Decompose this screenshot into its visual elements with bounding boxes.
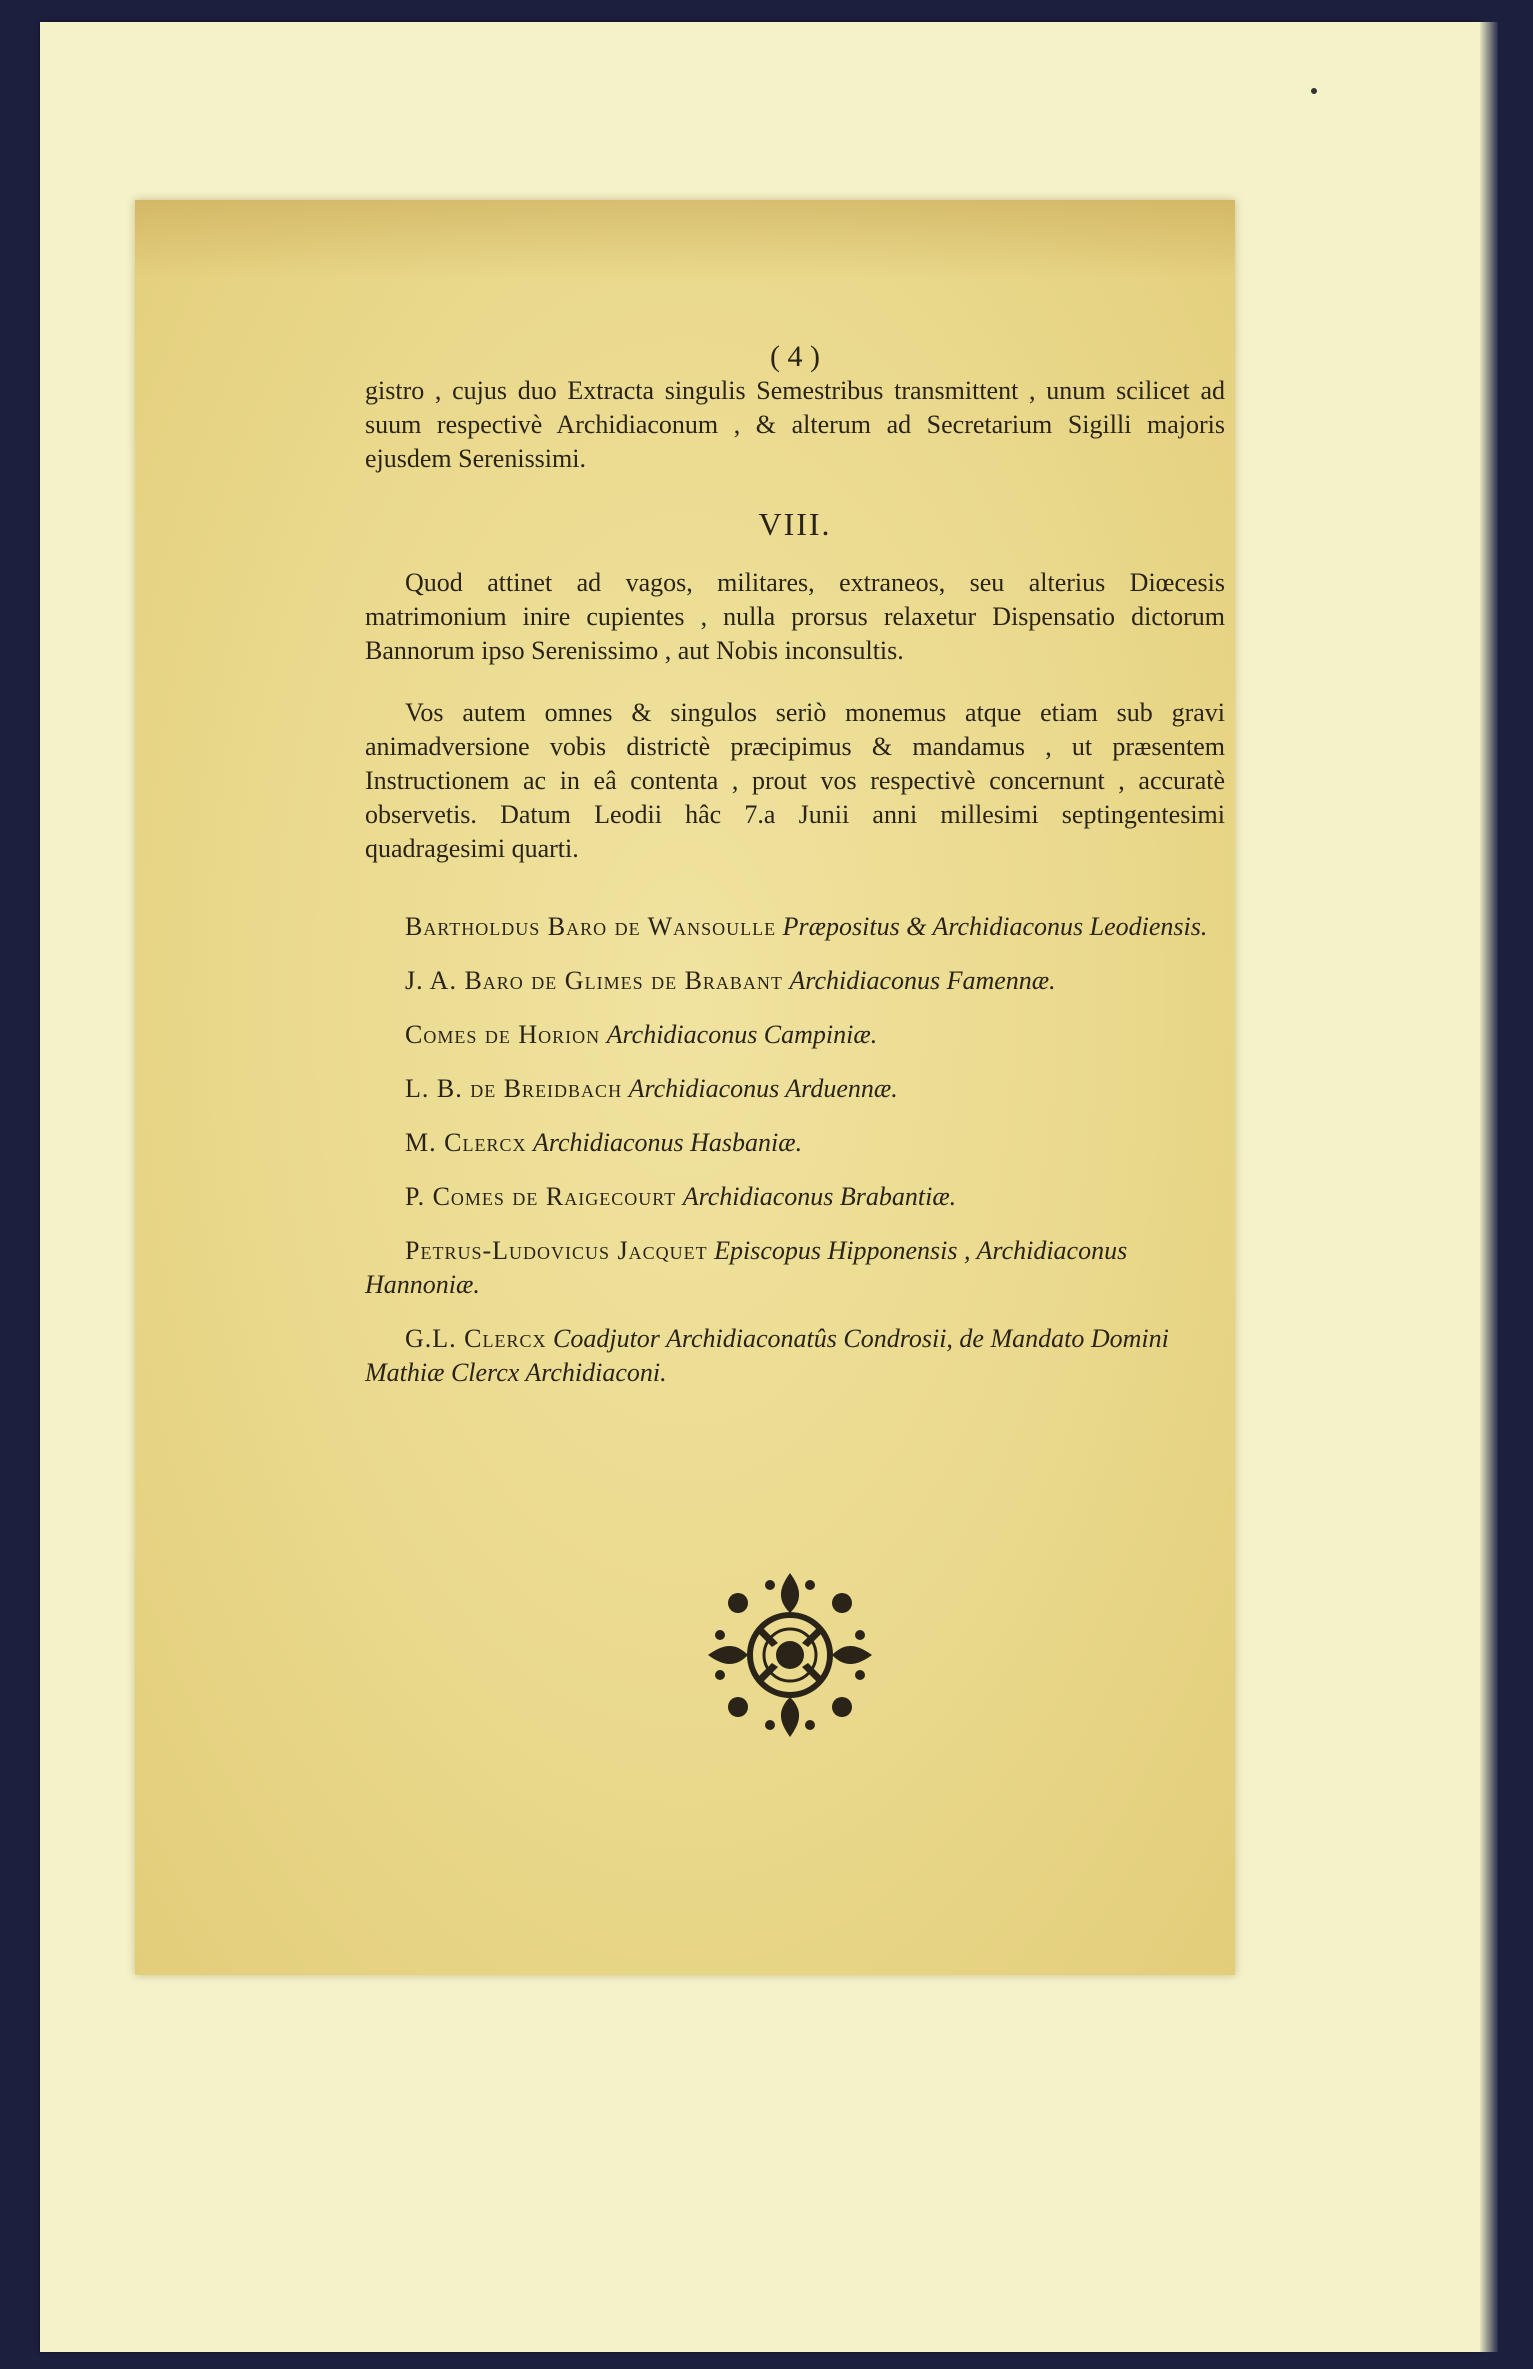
document-text [365,340,1225,1410]
signatory-name: Bartholdus Baro de Wansoulle [405,912,777,941]
signatory [365,1322,1225,1390]
page-number: ( 4 ) [770,340,820,373]
paragraph-viii: Quod attinet ad vagos, militares, extraneos, seu alterius Diœcesis matrimonium inire cupientes , nulla prorsus relaxetur Dispensatio dictorum Bannorum ipso Serenissimo , aut Nobis inconsultis. [365,568,1225,665]
signatory-name: M. Clercx [405,1128,527,1157]
signatory [365,964,1225,998]
signatory-title: Episcopus Hipponensis , Archidiaconus Hannoniæ. [365,1236,1128,1299]
signatory-name: Petrus-Ludovicus Jacquet [405,1236,708,1265]
signatory-name: Comes de Horion [405,1020,601,1049]
signatory [365,1180,1225,1214]
signatory-name: J. A. Baro de Glimes de Brabant [405,966,783,995]
signatory-name: G.L. Clercx [405,1324,547,1353]
signatory-title: Archidiaconus Brabantiæ. [682,1182,957,1211]
signatory [365,1018,1225,1052]
signatory-title: Archidiaconus Famennæ. [789,966,1056,995]
signatory-title: Coadjutor Archidiaconatûs Condrosii, de Mandato Domini Mathiæ Clercx Archidiaconi. [365,1324,1169,1387]
paragraph-continued: gistro , cujus duo Extracta singulis Semestribus transmittent , unum scilicet ad suum respectivè Archidiaconum , & alterum ad Secretarium Sigilli majoris ejusdem Serenissimi. [365,376,1225,473]
floral-cross-ornament-icon [700,1565,880,1745]
signatory [365,1234,1225,1302]
signatory-title: Archidiaconus Hasbaniæ. [532,1128,803,1157]
signatory-title: Præpositus & Archidiaconus Leodiensis. [782,912,1208,941]
signatory [365,1126,1225,1160]
signatory-name: P. Comes de Raigecourt [405,1182,677,1211]
mark-dot [1311,88,1317,94]
section-heading: VIII. [758,506,832,542]
signatory-name: L. B. de Breidbach [405,1074,623,1103]
signatory-title: Archidiaconus Arduennæ. [628,1074,898,1103]
signatory-title: Archidiaconus Campiniæ. [606,1020,878,1049]
signatories-list [365,910,1225,1390]
paragraph-closing: Vos autem omnes & singulos seriò monemus atque etiam sub gravi animadversione vobis districtè præcipimus & mandamus , ut præsentem Instructionem ac in eâ contenta , prout vos respectivè concernunt , accuratè observetis. Datum Leodii hâc 7.a Junii anni millesimi septingentesimi quadragesimi quarti. [365,698,1225,863]
signatory [365,910,1225,944]
signatory [365,1072,1225,1106]
